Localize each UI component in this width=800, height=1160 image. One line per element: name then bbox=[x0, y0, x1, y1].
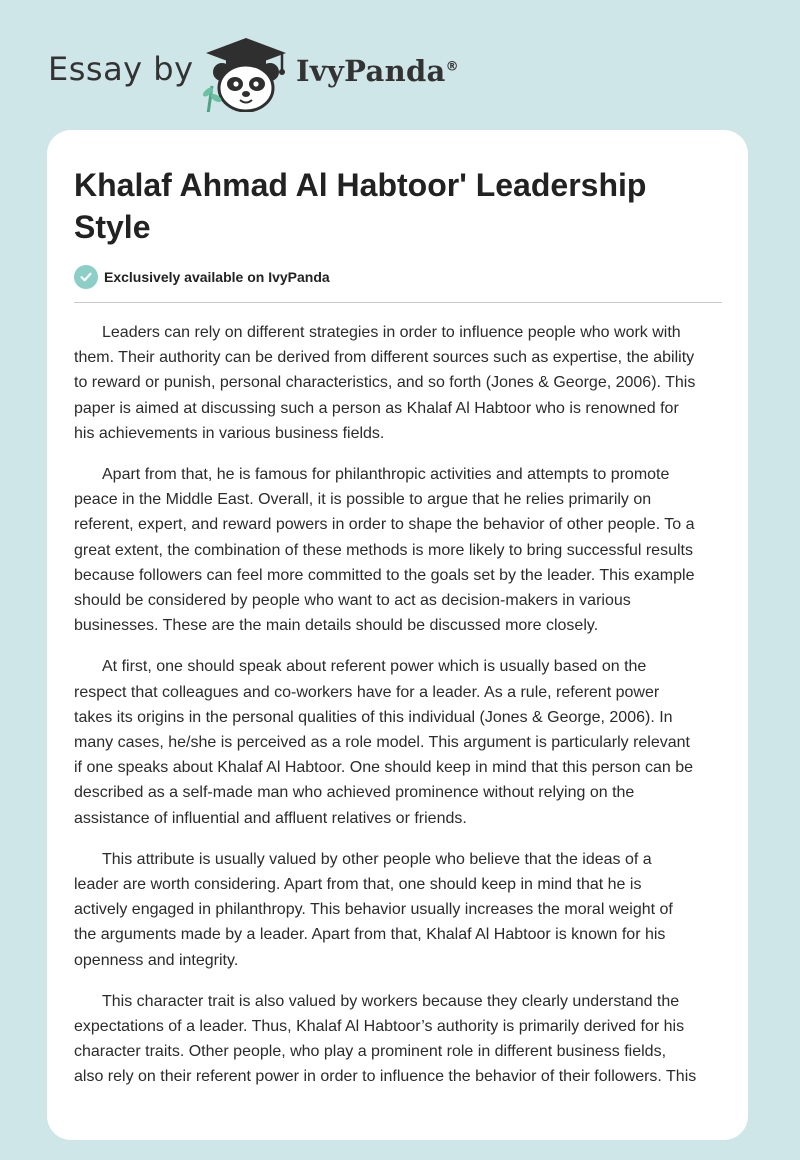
check-circle-icon bbox=[74, 265, 98, 289]
essay-title: Khalaf Ahmad Al Habtoor' Leadership Style bbox=[74, 167, 647, 245]
brand-text: IvyPanda bbox=[296, 54, 446, 88]
divider bbox=[74, 302, 722, 303]
registered-mark: ® bbox=[445, 59, 459, 75]
exclusive-label: Exclusively available on IvyPanda bbox=[104, 269, 330, 285]
paragraph: Apart from that, he is famous for philanthropic activities and attempts to promote peace in the Middle East. Overall, it is possible to argue that he relies primarily on referent, expert, and reward powers in order to shape the behavior of other people. To a great extent, the combination of these methods is more likely to bring successful results because followers can feel more committed to the goals set by the leader. This example should be considered by people who want to act as decision-makers in various businesses. These are the main details should be discussed more closely. bbox=[74, 466, 695, 635]
paragraph: This character trait is also valued by workers because they clearly understand the expectations of a leader. Thus, Khalaf Al Habtoor’s authority is primarily derived for his character traits. Other people, who play a prominent role in different business fields, also rely on their referent power in order to influence the behavior of their followers. This bbox=[74, 992, 697, 1086]
paragraph: This attribute is usually valued by other people who believe that the ideas of a leader are worth considering. Apart from that, one should keep in mind that he is actively engaged in philanthropy. This behavior usually increases the moral weight of the arguments made by a leader. Apart from that, Khalaf Al Habtoor is known for his openness and integrity. bbox=[74, 850, 673, 969]
essay-body bbox=[74, 320, 724, 1106]
exclusive-badge bbox=[74, 264, 330, 290]
paragraph: At first, one should speak about referent power which is usually based on the respect that colleagues and co-workers have for a leader. As a rule, referent power takes its origins in the personal qualities of this individual (Jones & George, 2006). In many cases, he/she is perceived as a role model. This argument is particularly relevant if one speaks about Khalaf Al Habtoor. One should keep in mind that this person can be described as a self-made man who achieved prominence without relying on the assistance of influential and affluent relatives or friends. bbox=[74, 658, 694, 827]
panda-graduation-cap-logo-icon[interactable] bbox=[200, 36, 292, 112]
paragraph: Leaders can rely on different strategies in order to influence people who work with them. Their authority can be derived from different sources such as expertise, the ability to reward or punish, personal characteristics, and so forth (Jones & George, 2006). This paper is aimed at discussing such a person as Khalaf Al Habtoor who is renowned for his achievements in various business fields. bbox=[74, 324, 696, 442]
essay-by-label: Essay by bbox=[48, 50, 194, 88]
site-header bbox=[0, 0, 800, 130]
essay-card bbox=[47, 130, 748, 1140]
brand-name[interactable] bbox=[296, 54, 459, 88]
